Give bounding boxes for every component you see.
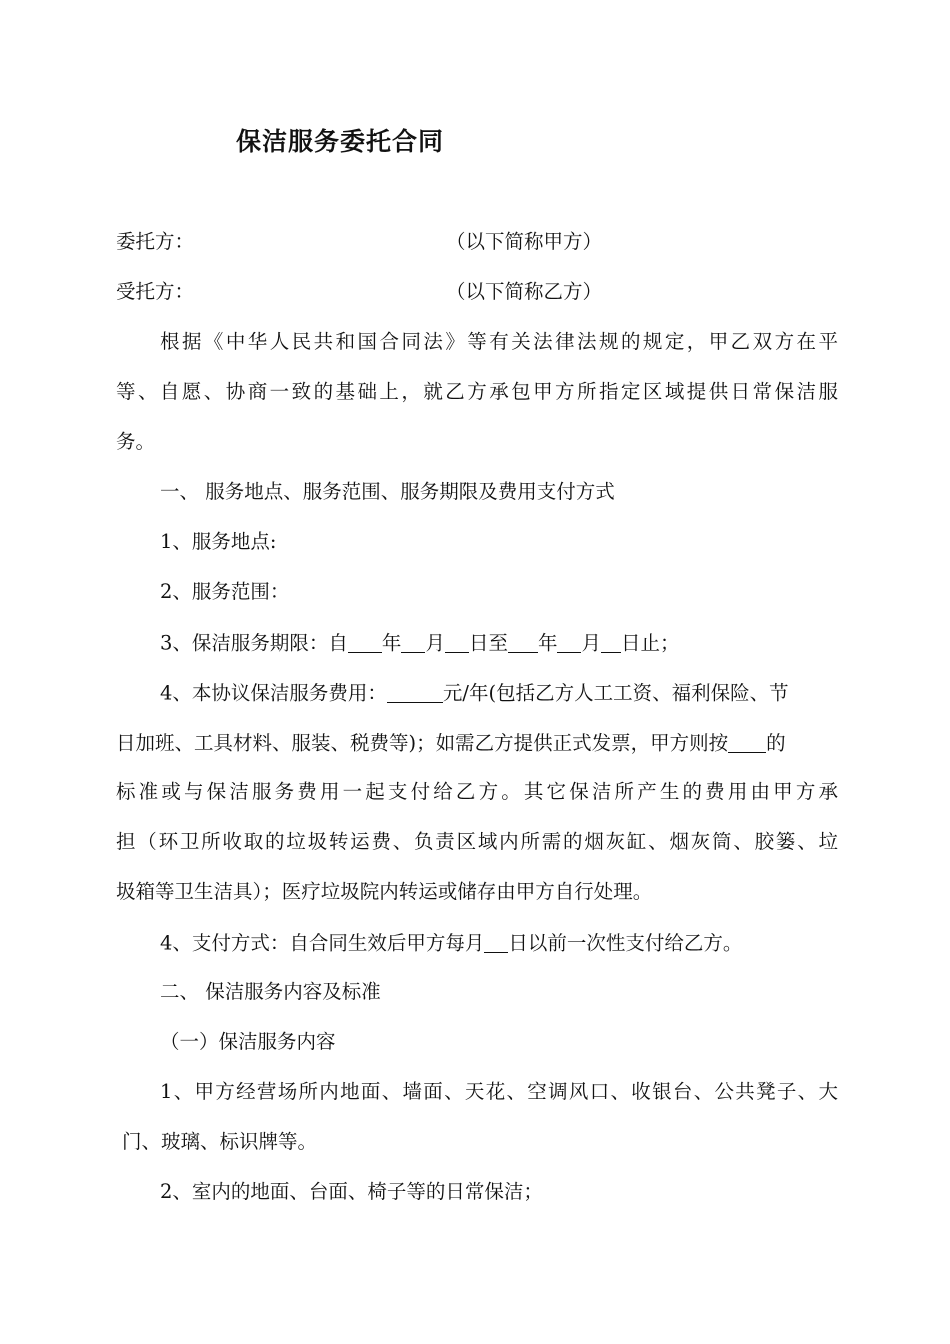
blank-end-year — [508, 632, 538, 653]
payment-text-end: 日以前一次性支付给乙方。 — [508, 931, 743, 955]
party-a-note: （以下简称甲方） — [446, 230, 603, 253]
period-day-to-label: 日至 — [468, 631, 508, 655]
period-text-start: 3、保洁服务期限：自 — [160, 631, 348, 655]
content-item-2: 2、室内的地面、台面、椅子等的日常保洁； — [160, 1180, 543, 1203]
fee-invoice-end: 的 — [766, 731, 786, 755]
item-service-scope: 2、服务范围： — [160, 580, 290, 603]
party-a-label: 委托方： — [116, 230, 195, 253]
item-service-fee-line-4: 担（环卫所收取的垃圾转运费、负责区域内所需的烟灰缸、烟灰筒、胶篓、垃 — [116, 830, 838, 853]
item-service-fee-line-3: 标准或与保洁服务费用一起支付给乙方。其它保洁所产生的费用由甲方承 — [116, 780, 838, 803]
item-service-period — [160, 632, 680, 653]
item-payment-method — [160, 932, 742, 953]
blank-fee-amount — [387, 682, 443, 703]
period-end-text: 日止； — [621, 631, 680, 655]
blank-start-year — [348, 632, 382, 653]
intro-line-2: 等、自愿、协商一致的基础上，就乙方承包甲方所指定区域提供日常保洁服 — [116, 380, 838, 403]
fee-text-start: 4、本协议保洁服务费用： — [160, 681, 387, 705]
item-service-fee-line-1 — [160, 682, 789, 703]
document-title: 保洁服务委托合同 — [236, 127, 445, 156]
party-b-note: （以下简称乙方） — [446, 280, 603, 303]
party-b-label: 受托方： — [116, 280, 195, 303]
intro-line-3: 务。 — [116, 430, 156, 453]
blank-payment-day — [484, 932, 508, 953]
blank-end-month — [557, 632, 581, 653]
item-service-fee-line-5: 圾箱等卫生洁具）；医疗垃圾院内转运或储存由甲方自行处理。 — [116, 880, 653, 903]
section-2-heading: 二、 保洁服务内容及标准 — [160, 980, 381, 1003]
period-end-year-label: 年 — [537, 631, 558, 655]
section-1-heading: 一、 服务地点、服务范围、服务期限及费用支付方式 — [160, 480, 615, 503]
payment-text-start: 4、支付方式：自合同生效后甲方每月 — [160, 931, 485, 955]
period-month-label: 月 — [425, 631, 445, 655]
period-year-label: 年 — [381, 631, 402, 655]
fee-invoice-text: 日加班、工具材料、服装、税费等)；如需乙方提供正式发票，甲方则按 — [116, 731, 729, 755]
item-service-fee-line-2 — [116, 732, 786, 753]
content-item-1-line-1: 1、甲方经营场所内地面、墙面、天花、空调风口、收银台、公共凳子、大 — [160, 1080, 838, 1103]
intro-line-1: 根据《中华人民共和国合同法》等有关法律法规的规定，甲乙双方在平 — [160, 330, 838, 353]
blank-start-month — [401, 632, 425, 653]
blank-invoice-rate — [728, 732, 766, 753]
blank-end-day — [601, 632, 621, 653]
fee-text-end: 元/年(包括乙方人工工资、福利保险、节 — [442, 681, 789, 705]
blank-start-day — [445, 632, 469, 653]
subsection-1-heading: （一）保洁服务内容 — [160, 1030, 336, 1053]
content-item-1-line-2: 门、玻璃、标识牌等。 — [122, 1130, 318, 1153]
period-end-month-label: 月 — [581, 631, 601, 655]
item-service-location: 1、服务地点: — [160, 530, 277, 553]
